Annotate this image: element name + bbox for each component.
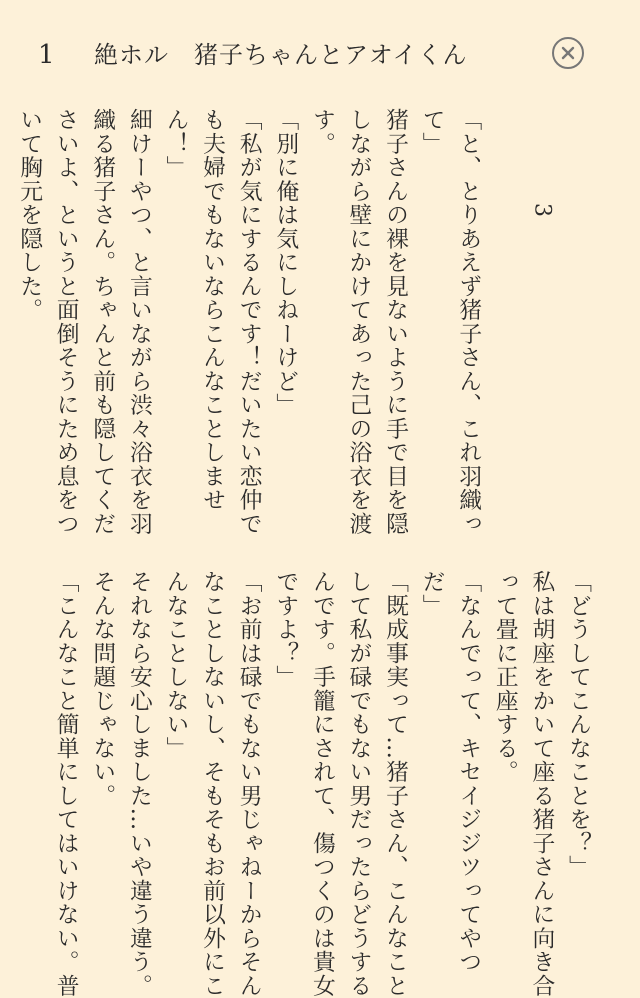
text-column: 「と、とりあえず猪子さん、これ羽織っ [455, 108, 482, 536]
text-column: それなら安心しました…いや違う違う。 [125, 570, 152, 998]
text-column: も夫婦でもないならこんなことしませ [199, 108, 226, 512]
text-column: ですよ？」 [272, 570, 299, 689]
text-column: 猪子さんの裸を見ないように手で目を隠 [382, 108, 409, 536]
text-block-top [16, 108, 596, 536]
section-number-column [486, 108, 596, 508]
close-icon [560, 45, 576, 61]
text-column: ん！」 [162, 108, 189, 180]
text-column: て」 [418, 108, 445, 156]
text-column: だ」 [418, 570, 445, 618]
text-column: 「お前は碌でもない男じゃねーからそん [235, 570, 262, 998]
text-column: す。 [308, 108, 335, 156]
book-title: 絶ホル 猪子ちゃんとアオイくん [94, 41, 468, 69]
section-number: 3 [529, 202, 555, 218]
text-column: 「別に俺は気にしねーけど」 [272, 108, 299, 417]
text-column: 「私が気にするんです！だいたい恋仲で [235, 108, 262, 536]
text-column: いて胸元を隠した。 [16, 108, 43, 322]
close-button[interactable] [552, 37, 584, 69]
text-column: んです。手籠にされて、傷つくのは貴女 [308, 570, 335, 998]
text-column: 「なんでって、キセイジジツってやつ [455, 570, 482, 974]
text-column: んなことしない」 [162, 570, 189, 760]
text-column: そんな問題じゃない。 [89, 570, 116, 808]
page-number: 1 [38, 40, 55, 70]
text-column: って畳に正座する。 [491, 570, 518, 784]
text-column: 織る猪子さん。ちゃんと前も隠してくだ [89, 108, 116, 536]
text-column: して私が碌でもない男だったらどうする [345, 570, 372, 998]
text-column: 「どうしてこんなことを？」 [565, 570, 591, 879]
text-column: 私は胡座をかいて座る猪子さんに向き合 [528, 570, 555, 998]
text-column: 「既成事実って…猪子さん、こんなこと [382, 570, 409, 998]
text-column: しながら壁にかけてあった己の浴衣を渡 [345, 108, 372, 536]
reader-header [0, 0, 640, 108]
text-column: なことしないし、そもそもお前以外にこ [199, 570, 226, 998]
text-column: 細けーやつ、と言いながら渋々浴衣を羽 [125, 108, 152, 536]
text-column: さいよ、というと面倒そうにため息をつ [52, 108, 79, 536]
text-column: 「こんなこと簡単にしてはいけない。普 [52, 570, 79, 998]
text-block-bottom [44, 570, 596, 998]
